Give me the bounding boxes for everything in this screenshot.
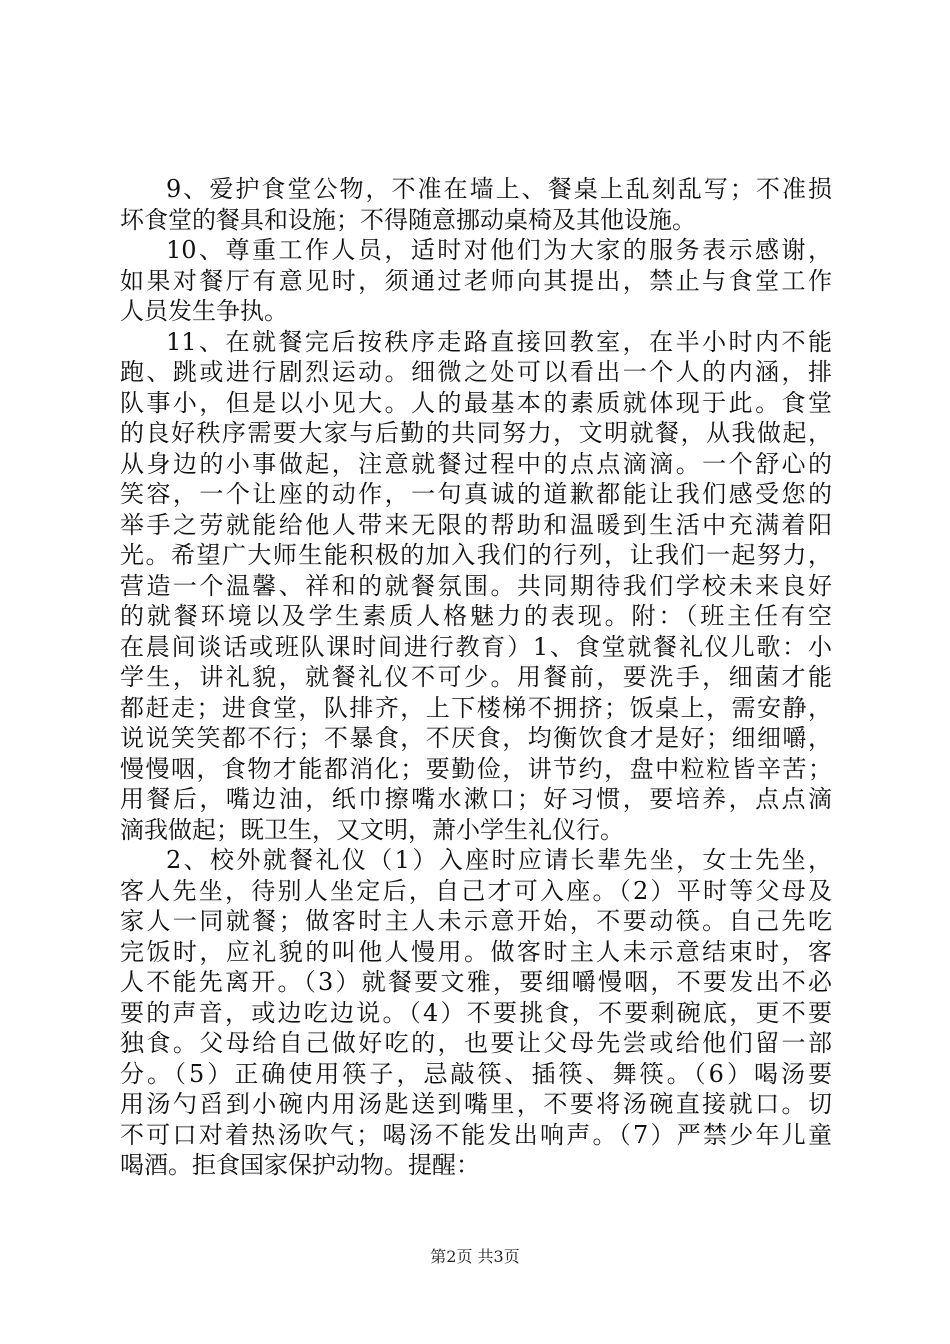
text-line: 的良好秩序需要大家与后勤的共同努力，文明就餐，从我做起， [120, 419, 832, 447]
text-line: 11、在就餐完后按秩序走路直接回教室，在半小时内不能 [166, 327, 832, 356]
text-line: 营造一个温馨、祥和的就餐氛围。共同期待我们学校未来良好 [120, 571, 832, 600]
text-line: 客人先坐，待别人坐定后，自己才可入座。（2）平时等父母及 [120, 876, 832, 905]
text-line: 慢慢咽，食物才能都消化；要勤俭，讲节约，盘中粒粒皆辛苦； [120, 754, 832, 783]
text-line: 喝酒。拒食国家保护动物。提醒： [120, 1151, 480, 1179]
text-line: 人员发生争执。 [120, 297, 288, 325]
text-line: 用餐后，嘴边油，纸巾擦嘴水漱口；好习惯，要培养，点点滴 [120, 785, 832, 813]
text-line: 的就餐环境以及学生素质人格魅力的表现。附：（班主任有空 [120, 602, 832, 630]
text-line: 跑、跳或进行剧烈运动。细微之处可以看出一个人的内涵，排 [120, 358, 832, 386]
text-line: 从身边的小事做起，注意就餐过程中的点点滴滴。一个舒心的 [120, 449, 832, 478]
text-line: 用汤勺舀到小碗内用汤匙送到嘴里，不要将汤碗直接就口。切 [120, 1090, 832, 1118]
text-line: 说说笑笑都不行；不暴食，不厌食，均衡饮食才是好；细细嚼， [120, 724, 832, 752]
text-line: 不可口对着热汤吹气；喝汤不能发出响声。（7）严禁少年儿童 [120, 1120, 832, 1149]
text-line: 人不能先离开。（3）就餐要文雅，要细嚼慢咽，不要发出不必 [120, 968, 832, 996]
text-line: 在晨间谈话或班队课时间进行教育）1、食堂就餐礼仪儿歌：小 [120, 632, 832, 661]
text-line: 如果对餐厅有意见时，须通过老师向其提出，禁止与食堂工作 [120, 266, 832, 295]
text-line: 光。希望广大师生能积极的加入我们的行列，让我们一起努力， [120, 541, 832, 569]
text-line: 9、爱护食堂公物，不准在墙上、餐桌上乱刻乱写；不准损 [166, 175, 832, 203]
text-line: 学生，讲礼貌，就餐礼仪不可少。用餐前，要洗手，细菌才能 [120, 663, 832, 691]
text-line: 10、尊重工作人员，适时对他们为大家的服务表示感谢， [166, 236, 832, 264]
text-line: 队事小，但是以小见大。人的最基本的素质就体现于此。食堂 [120, 388, 832, 417]
text-line: 笑容，一个让座的动作，一句真诚的道歉都能让我们感受您的 [120, 480, 832, 508]
text-line: 独食。父母给自己做好吃的，也要让父母先尝或给他们留一部 [120, 1029, 832, 1057]
text-line: 都赶走；进食堂，队排齐，上下楼梯不拥挤；饭桌上，需安静， [120, 693, 832, 722]
text-line: 分。（5）正确使用筷子，忌敲筷、插筷、舞筷。（6）喝汤要 [120, 1059, 832, 1088]
text-line: 滴我做起；既卫生，又文明，萧小学生礼仪行。 [120, 815, 624, 844]
text-line: 要的声音，或边吃边说。（4）不要挑食，不要剩碗底，更不要 [120, 998, 832, 1027]
text-line: 坏食堂的餐具和设施；不得随意挪动桌椅及其他设施。 [120, 205, 696, 234]
text-line: 完饭时，应礼貌的叫他人慢用。做客时主人未示意结束时，客 [120, 937, 832, 966]
text-line: 举手之劳就能给他人带来无限的帮助和温暖到生活中充满着阳 [120, 510, 832, 539]
text-line: 家人一同就餐；做客时主人未示意开始，不要动筷。自己先吃 [120, 907, 832, 935]
page-footer: 第2页 共3页 [430, 1247, 520, 1266]
document-body [120, 174, 832, 1181]
text-line: 2、校外就餐礼仪（1）入座时应请长辈先坐，女士先坐， [166, 846, 832, 874]
